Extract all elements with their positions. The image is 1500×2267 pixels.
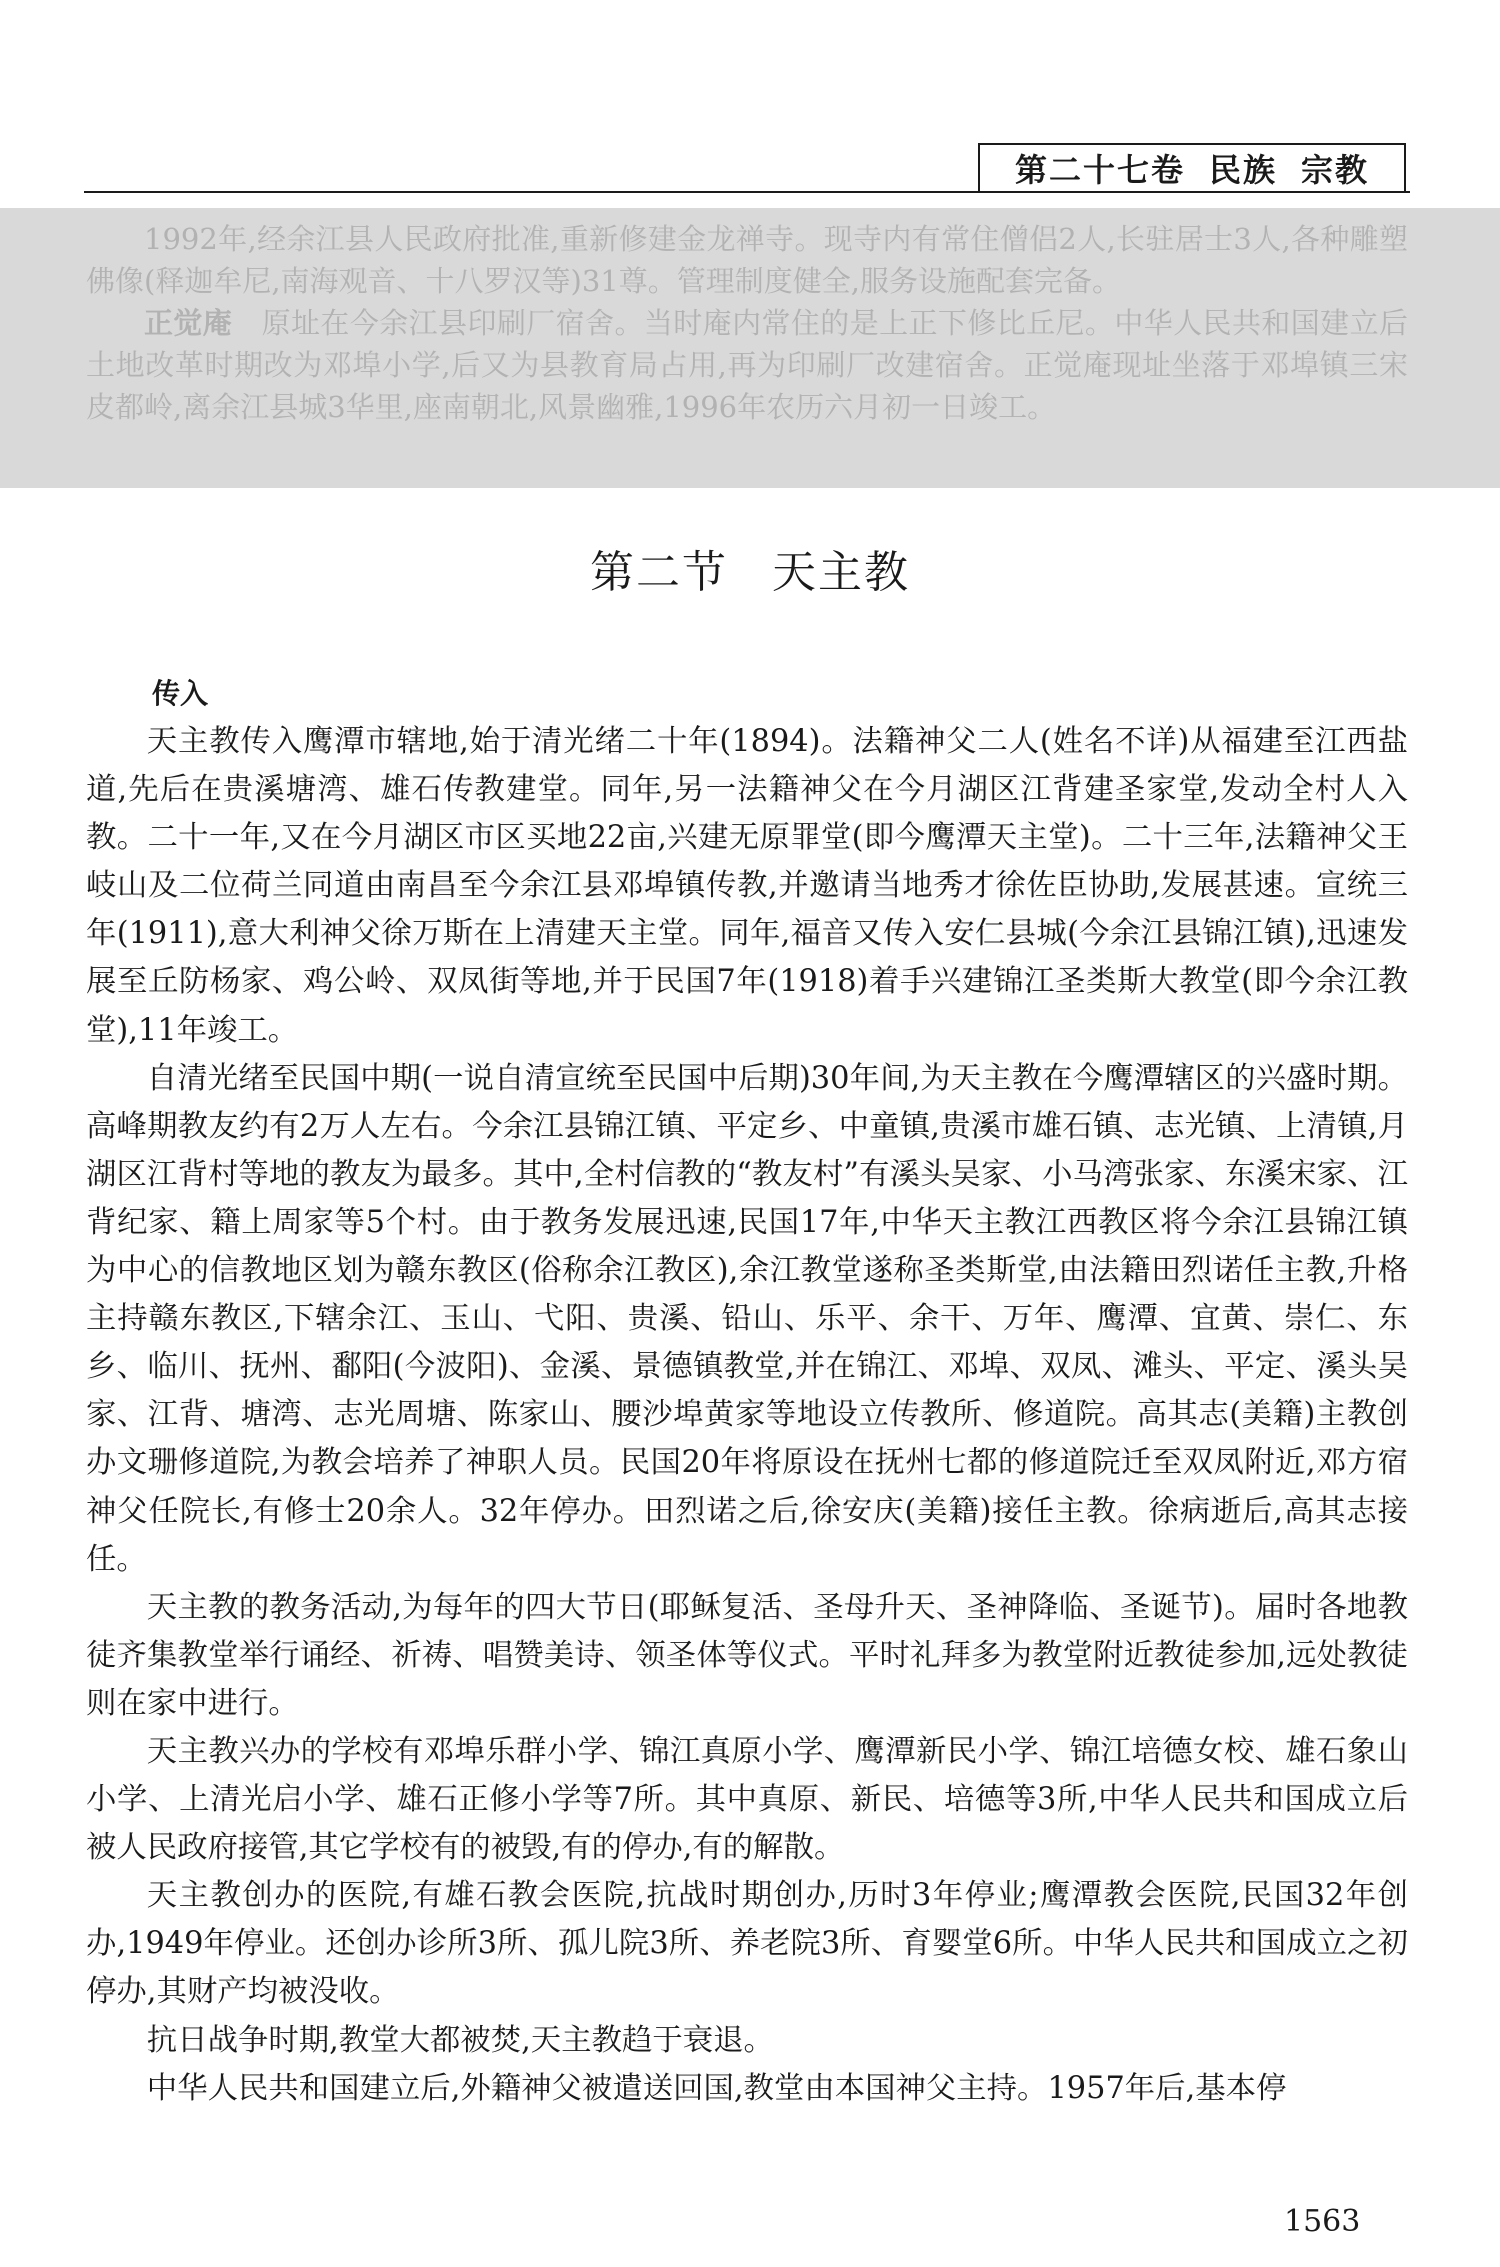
subheading: 传入 — [152, 677, 209, 710]
section-number: 第二节 — [590, 547, 728, 598]
paragraph: 抗日战争时期,教堂大都被焚,天主教趋于衰退。 — [146, 2022, 774, 2058]
body-text — [86, 718, 1408, 2113]
paragraph: 天主教兴办的学校有邓埠乐群小学、锦江真原小学、鹰潭新民小学、锦江培德女校、雄石象山小学、上清光启小学、雄石正修小学等7所。其中真原、新民、培德等3所,中华人民共和国成立后被人民政府接管,其它学校有的被毁,有的停办,有的解散。 — [86, 1733, 1408, 1866]
paragraph: 自清光绪至民国中期(一说自清宣统至民国中后期)30年间,为天主教在今鹰潭辖区的兴盛时期。高峰期教友约有2万人左右。今余江县锦江镇、平定乡、中童镇,贵溪市雄石镇、志光镇、上清镇,月湖区江背村等地的教友为最多。其中,全村信教的“教友村”有溪头吴家、小马湾张家、东溪宋家、江背纪家、籍上周家等5个村。由于教务发展迅速,民国17年,中华天主教江西教区将今余江县锦江镇为中心的信教地区划为赣东教区(俗称余江教区),余江教堂遂称圣类斯堂,由法籍田烈诺任主教,升格主持赣东教区,下辖余江、玉山、弋阳、贵溪、铅山、乐平、余干、万年、鹰潭、宜黄、崇仁、东乡、临川、抚州、鄱阳(今波阳)、金溪、景德镇教堂,并在锦江、邓埠、双凤、滩头、平定、溪头吴家、江背、塘湾、志光周塘、陈家山、腰沙埠黄家等地设立传教所、修道院。高其志(美籍)主教创办文珊修道院,为教会培养了神职人员。民国20年将原设在抚州七都的修道院迁至双凤附近,邓方宿神父任院长,有修士20余人。32年停办。田烈诺之后,徐安庆(美籍)接任主教。徐病逝后,高其志接任。 — [86, 1060, 1408, 1577]
running-head — [978, 143, 1406, 191]
page-number: 1563 — [1284, 2204, 1361, 2239]
paragraph: 天主教传入鹰潭市辖地,始于清光绪二十年(1894)。法籍神父二人(姓名不详)从福建至江西盐道,先后在贵溪塘湾、雄石传教建堂。同年,另一法籍神父在今月湖区江背建圣家堂,发动全村人入教。二十一年,又在今月湖区市区买地22亩,兴建无原罪堂(即今鹰潭天主堂)。二十三年,法籍神父王岐山及二位荷兰同道由南昌至今余江县邓埠镇传教,并邀请当地秀才徐佐臣协助,发展甚速。宣统三年(1911),意大利神父徐万斯在上清建天主堂。同年,福音又传入安仁县城(今余江县锦江镇),迅速发展至丘防杨家、鸡公岭、双凤街等地,并于民国7年(1918)着手兴建锦江圣类斯大教堂(即今余江教堂),11年竣工。 — [86, 724, 1408, 1048]
previous-section-text — [86, 218, 1408, 428]
previous-paragraph-2-text: 原址在今余江县印刷厂宿舍。当时庵内常住的是上正下修比丘尼。中华人民共和国建立后土地改革时期改为邓埠小学,后又为县教育局占用,再为印刷厂改建宿舍。正觉庵现址坐落于邓埠镇三宋皮都岭,离余江县城3华里,座南朝北,风景幽雅,1996年农历六月初一日竣工。 — [86, 306, 1408, 424]
paragraph: 天主教的教务活动,为每年的四大节日(耶稣复活、圣母升天、圣神降临、圣诞节)。届时各地教徒齐集教堂举行诵经、祈祷、唱赞美诗、领圣体等仪式。平时礼拜多为教堂附近教徒参加,远处教徒则在家中进行。 — [86, 1589, 1408, 1721]
volume-label: 第二十七卷 — [1014, 151, 1185, 189]
paragraph: 天主教创办的医院,有雄石教会医院,抗战时期创办,历时3年停业;鹰潭教会医院,民国32年创办,1949年停业。还创办诊所3所、孤儿院3所、养老院3所、育婴堂6所。中华人民共和国成立之初停办,其财产均被没收。 — [86, 1878, 1408, 2010]
section-name: 天主教 — [772, 547, 910, 598]
term-zhengjuean: 正觉庵 — [144, 306, 233, 340]
topic-label-1: 民族 — [1208, 151, 1277, 189]
paragraph: 中华人民共和国建立后,外籍神父被遣送回国,教堂由本国神父主持。1957年后,基本停 — [146, 2070, 1287, 2106]
previous-paragraph-1: 1992年,经余江县人民政府批准,重新修建金龙禅寺。现寺内有常住僧侣2人,长驻居士3人,各种雕塑佛像(释迦牟尼,南海观音、十八罗汉等)31尊。管理制度健全,服务设施配套完备。 — [86, 222, 1408, 298]
topic-label-2: 宗教 — [1301, 151, 1370, 189]
section-title — [0, 536, 1500, 600]
header-rule — [84, 191, 1410, 193]
previous-paragraph-2 — [86, 302, 1408, 428]
